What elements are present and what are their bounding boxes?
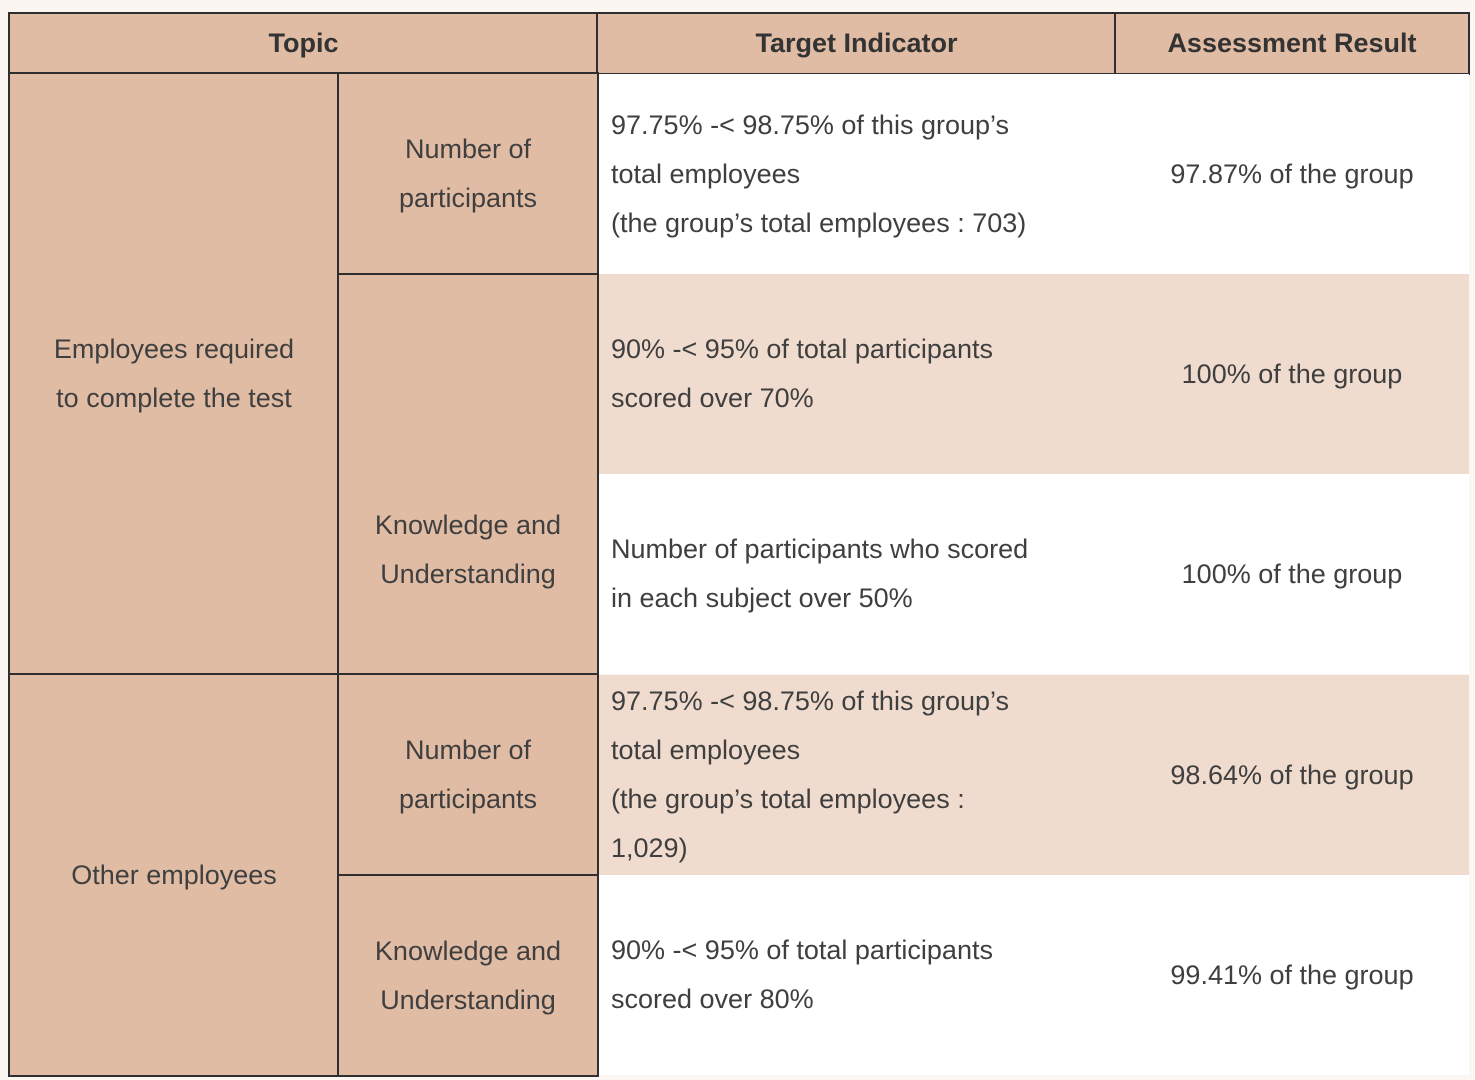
sub-topic-line: participants [398, 784, 538, 814]
sub-topic-line: Knowledge and [374, 935, 562, 966]
indicator-line: (the group’s total employees : [611, 784, 965, 814]
sub-topic-line: Number of [404, 735, 532, 765]
result-value: 98.64% of the group [1170, 759, 1414, 790]
indicator-line: 90% -< 95% of total participants [611, 935, 993, 965]
header-topic [8, 12, 599, 75]
header-topic-label: Topic [268, 28, 339, 58]
group-topic-line: to complete the test [56, 383, 292, 413]
indicator-line: total employees [611, 735, 801, 765]
result-value: 100% of the group [1181, 358, 1403, 389]
result-cell [1115, 274, 1469, 474]
indicator-cell [599, 875, 1115, 1075]
indicator-line: Number of participants who scored [611, 534, 1029, 564]
indicator-line: 97.75% -< 98.75% of this group’s [611, 686, 1010, 716]
result-cell [1115, 675, 1469, 875]
sub-topic-line: Knowledge and [374, 509, 562, 540]
indicator-line: 97.75% -< 98.75% of this group’s [611, 109, 1010, 140]
indicator-line: in each subject over 50% [611, 583, 913, 613]
header-target-indicator-label: Target Indicator [755, 28, 958, 58]
sub-topic-knowledge-and-understanding [337, 273, 599, 676]
group-topic-line: Employees required [53, 334, 295, 364]
indicator-cell [599, 74, 1115, 274]
indicator-cell [599, 274, 1115, 474]
sub-topic-knowledge-and-understanding [337, 874, 599, 1077]
indicator-line: 1,029) [611, 833, 688, 863]
indicator-cell [599, 675, 1115, 875]
sub-topic-line: Number of [404, 134, 532, 164]
indicator-line: total employees [611, 158, 801, 189]
indicator-line: scored over 80% [611, 984, 814, 1014]
result-cell [1115, 74, 1469, 274]
sub-topic-number-of-participants [337, 673, 599, 877]
indicator-line: 90% -< 95% of total participants [611, 334, 993, 364]
header-assessment-result [1114, 12, 1470, 75]
result-value: 99.41% of the group [1170, 959, 1414, 990]
sub-topic-line: Understanding [380, 984, 556, 1015]
header-target-indicator [596, 12, 1117, 75]
result-value: 100% of the group [1181, 558, 1403, 589]
indicator-cell [599, 474, 1115, 674]
result-cell [1115, 875, 1469, 1075]
header-assessment-result-label: Assessment Result [1167, 28, 1417, 58]
indicator-line: scored over 70% [611, 383, 814, 413]
group-topic-line: Other employees [71, 859, 277, 890]
sub-topic-number-of-participants [337, 72, 599, 276]
result-value: 97.87% of the group [1170, 158, 1414, 189]
sub-topic-line: Understanding [380, 558, 556, 589]
result-cell [1115, 474, 1469, 674]
group-topic-required-employees [8, 72, 340, 676]
sub-topic-line: participants [398, 183, 538, 213]
group-topic-other-employees [8, 673, 340, 1077]
indicator-line: (the group’s total employees : 703) [611, 207, 1027, 238]
